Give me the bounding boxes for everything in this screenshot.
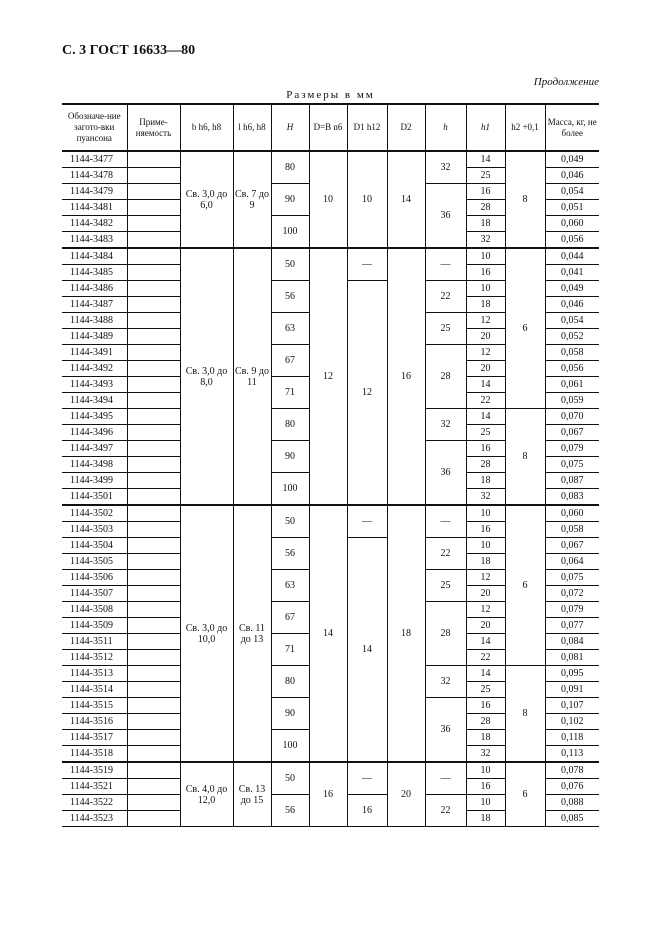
cell-db: 10 — [309, 151, 347, 248]
cell-h1: 28 — [466, 457, 505, 473]
blank-code: 1144-3511 — [62, 634, 127, 650]
applicability-cell — [127, 811, 180, 827]
cell-h: 63 — [271, 313, 309, 345]
cell-h: 32 — [425, 666, 466, 698]
cell-mass: 0,076 — [545, 779, 599, 795]
cell-mass: 0,052 — [545, 329, 599, 345]
cell-h1: 18 — [466, 473, 505, 489]
blank-code: 1144-3512 — [62, 650, 127, 666]
cell-h: — — [425, 248, 466, 281]
cell-mass: 0,113 — [545, 746, 599, 763]
cell-h: 22 — [425, 281, 466, 313]
dimensions-note: Размеры в мм — [286, 89, 375, 101]
cell-l: Св. 11 до 13 — [233, 505, 271, 762]
cell-l: Св. 9 до 11 — [233, 248, 271, 505]
cell-h1: 20 — [466, 618, 505, 634]
cell-h1: 14 — [466, 634, 505, 650]
cell-h1: 12 — [466, 345, 505, 361]
cell-h: 100 — [271, 473, 309, 506]
cell-d2: 14 — [387, 151, 425, 248]
blank-code: 1144-3518 — [62, 746, 127, 763]
cell-d2: 20 — [387, 762, 425, 827]
blank-code: 1144-3481 — [62, 200, 127, 216]
blank-code: 1144-3498 — [62, 457, 127, 473]
applicability-cell — [127, 762, 180, 779]
cell-h1: 32 — [466, 232, 505, 249]
cell-b: Св. 3,0 до 6,0 — [180, 151, 233, 248]
applicability-cell — [127, 714, 180, 730]
cell-h: 80 — [271, 409, 309, 441]
cell-h: 32 — [425, 151, 466, 184]
cell-b: Св. 4,0 до 12,0 — [180, 762, 233, 827]
column-header: h1 — [466, 104, 505, 151]
cell-mass: 0,059 — [545, 393, 599, 409]
cell-h: 90 — [271, 184, 309, 216]
applicability-cell — [127, 457, 180, 473]
cell-mass: 0,051 — [545, 200, 599, 216]
cell-mass: 0,056 — [545, 232, 599, 249]
cell-mass: 0,078 — [545, 762, 599, 779]
cell-h1: 18 — [466, 730, 505, 746]
cell-mass: 0,095 — [545, 666, 599, 682]
cell-h: 56 — [271, 795, 309, 827]
blank-code: 1144-3495 — [62, 409, 127, 425]
applicability-cell — [127, 265, 180, 281]
blank-code: 1144-3489 — [62, 329, 127, 345]
cell-mass: 0,049 — [545, 151, 599, 168]
cell-h1: 16 — [466, 441, 505, 457]
cell-h1: 14 — [466, 377, 505, 393]
blank-code: 1144-3492 — [62, 361, 127, 377]
cell-h1: 32 — [466, 746, 505, 763]
applicability-cell — [127, 329, 180, 345]
cell-h: 22 — [425, 538, 466, 570]
blank-code: 1144-3486 — [62, 281, 127, 297]
applicability-cell — [127, 634, 180, 650]
cell-mass: 0,081 — [545, 650, 599, 666]
cell-l: Св. 7 до 9 — [233, 151, 271, 248]
cell-h1: 10 — [466, 795, 505, 811]
cell-h1: 28 — [466, 714, 505, 730]
cell-h1: 25 — [466, 682, 505, 698]
cell-mass: 0,049 — [545, 281, 599, 297]
blank-code: 1144-3478 — [62, 168, 127, 184]
cell-h2: 6 — [505, 248, 545, 409]
applicability-cell — [127, 313, 180, 329]
cell-h1: 25 — [466, 168, 505, 184]
blank-code: 1144-3477 — [62, 151, 127, 168]
cell-h: 80 — [271, 666, 309, 698]
blank-code: 1144-3479 — [62, 184, 127, 200]
cell-h: 67 — [271, 602, 309, 634]
applicability-cell — [127, 297, 180, 313]
cell-d1: 16 — [347, 795, 387, 827]
blank-code: 1144-3514 — [62, 682, 127, 698]
blank-code: 1144-3501 — [62, 489, 127, 506]
blank-code: 1144-3507 — [62, 586, 127, 602]
cell-mass: 0,058 — [545, 345, 599, 361]
cell-h1: 14 — [466, 151, 505, 168]
cell-mass: 0,087 — [545, 473, 599, 489]
applicability-cell — [127, 682, 180, 698]
applicability-cell — [127, 522, 180, 538]
cell-mass: 0,107 — [545, 698, 599, 714]
applicability-cell — [127, 570, 180, 586]
cell-mass: 0,060 — [545, 505, 599, 522]
blank-code: 1144-3488 — [62, 313, 127, 329]
cell-mass: 0,046 — [545, 297, 599, 313]
applicability-cell — [127, 650, 180, 666]
applicability-cell — [127, 248, 180, 265]
cell-mass: 0,064 — [545, 554, 599, 570]
blank-code: 1144-3483 — [62, 232, 127, 249]
cell-mass: 0,060 — [545, 216, 599, 232]
blank-code: 1144-3485 — [62, 265, 127, 281]
blank-code: 1144-3517 — [62, 730, 127, 746]
cell-h2: 8 — [505, 666, 545, 763]
column-header: H — [271, 104, 309, 151]
column-header: Масса, кг, не более — [545, 104, 599, 151]
cell-db: 16 — [309, 762, 347, 827]
cell-mass: 0,054 — [545, 184, 599, 200]
blank-code: 1144-3497 — [62, 441, 127, 457]
column-header: h — [425, 104, 466, 151]
cell-mass: 0,084 — [545, 634, 599, 650]
table-row — [62, 762, 599, 779]
cell-h: 100 — [271, 216, 309, 249]
applicability-cell — [127, 779, 180, 795]
cell-h: 28 — [425, 602, 466, 666]
cell-d1: 14 — [347, 538, 387, 763]
cell-h1: 16 — [466, 779, 505, 795]
column-header: D1 h12 — [347, 104, 387, 151]
cell-h: 71 — [271, 634, 309, 666]
applicability-cell — [127, 538, 180, 554]
applicability-cell — [127, 184, 180, 200]
applicability-cell — [127, 281, 180, 297]
blank-code: 1144-3503 — [62, 522, 127, 538]
cell-h: 25 — [425, 570, 466, 602]
cell-h1: 10 — [466, 281, 505, 297]
cell-h: 50 — [271, 248, 309, 281]
blank-code: 1144-3493 — [62, 377, 127, 393]
page-header: С. 3 ГОСТ 16633—80 — [62, 43, 196, 58]
cell-mass: 0,058 — [545, 522, 599, 538]
column-header: l h6, h8 — [233, 104, 271, 151]
cell-h1: 16 — [466, 265, 505, 281]
cell-h1: 22 — [466, 650, 505, 666]
applicability-cell — [127, 473, 180, 489]
cell-h: 25 — [425, 313, 466, 345]
applicability-cell — [127, 489, 180, 506]
applicability-cell — [127, 232, 180, 249]
cell-mass: 0,085 — [545, 811, 599, 827]
cell-h: 32 — [425, 409, 466, 441]
applicability-cell — [127, 698, 180, 714]
cell-d1: — — [347, 762, 387, 795]
applicability-cell — [127, 554, 180, 570]
applicability-cell — [127, 602, 180, 618]
cell-mass: 0,091 — [545, 682, 599, 698]
cell-h1: 16 — [466, 522, 505, 538]
applicability-cell — [127, 393, 180, 409]
cell-mass: 0,056 — [545, 361, 599, 377]
cell-h: — — [425, 505, 466, 538]
cell-h1: 25 — [466, 425, 505, 441]
cell-b: Св. 3,0 до 8,0 — [180, 248, 233, 505]
applicability-cell — [127, 730, 180, 746]
cell-mass: 0,079 — [545, 602, 599, 618]
cell-d2: 16 — [387, 248, 425, 505]
blank-code: 1144-3505 — [62, 554, 127, 570]
cell-mass: 0,067 — [545, 425, 599, 441]
cell-h2: 6 — [505, 505, 545, 666]
column-header: Приме-няемость — [127, 104, 180, 151]
cell-h: 63 — [271, 570, 309, 602]
applicability-cell — [127, 168, 180, 184]
cell-mass: 0,072 — [545, 586, 599, 602]
cell-h: 50 — [271, 505, 309, 538]
blank-code: 1144-3513 — [62, 666, 127, 682]
cell-h2: 8 — [505, 409, 545, 506]
cell-h1: 18 — [466, 811, 505, 827]
cell-mass: 0,054 — [545, 313, 599, 329]
column-header: D=B n6 — [309, 104, 347, 151]
cell-h1: 20 — [466, 329, 505, 345]
cell-mass: 0,083 — [545, 489, 599, 506]
table-row — [62, 505, 599, 522]
cell-h: 71 — [271, 377, 309, 409]
applicability-cell — [127, 746, 180, 763]
applicability-cell — [127, 200, 180, 216]
cell-mass: 0,118 — [545, 730, 599, 746]
table-row — [62, 248, 599, 265]
cell-h1: 12 — [466, 313, 505, 329]
blank-code: 1144-3508 — [62, 602, 127, 618]
applicability-cell — [127, 377, 180, 393]
cell-l: Св. 13 до 15 — [233, 762, 271, 827]
cell-h1: 10 — [466, 248, 505, 265]
cell-h: 90 — [271, 441, 309, 473]
cell-h: 22 — [425, 795, 466, 827]
cell-h1: 10 — [466, 762, 505, 779]
blank-code: 1144-3523 — [62, 811, 127, 827]
cell-h: 56 — [271, 538, 309, 570]
blank-code: 1144-3509 — [62, 618, 127, 634]
column-header: D2 — [387, 104, 425, 151]
blank-code: 1144-3506 — [62, 570, 127, 586]
blank-code: 1144-3496 — [62, 425, 127, 441]
cell-h1: 18 — [466, 297, 505, 313]
cell-db: 14 — [309, 505, 347, 762]
cell-d2: 18 — [387, 505, 425, 762]
blank-code: 1144-3504 — [62, 538, 127, 554]
cell-d1: 10 — [347, 151, 387, 248]
cell-h1: 16 — [466, 698, 505, 714]
cell-h1: 14 — [466, 666, 505, 682]
blank-code: 1144-3502 — [62, 505, 127, 522]
applicability-cell — [127, 795, 180, 811]
cell-h: 36 — [425, 184, 466, 249]
cell-h1: 10 — [466, 505, 505, 522]
cell-h1: 14 — [466, 409, 505, 425]
blank-code: 1144-3522 — [62, 795, 127, 811]
blank-code: 1144-3499 — [62, 473, 127, 489]
applicability-cell — [127, 666, 180, 682]
cell-h: 90 — [271, 698, 309, 730]
cell-h: 80 — [271, 151, 309, 184]
blanks-table — [62, 103, 599, 827]
cell-h1: 12 — [466, 602, 505, 618]
cell-h1: 20 — [466, 586, 505, 602]
cell-mass: 0,044 — [545, 248, 599, 265]
cell-h: 28 — [425, 345, 466, 409]
cell-mass: 0,077 — [545, 618, 599, 634]
applicability-cell — [127, 151, 180, 168]
table-row — [62, 151, 599, 168]
blank-code: 1144-3516 — [62, 714, 127, 730]
blank-code: 1144-3494 — [62, 393, 127, 409]
cell-h1: 16 — [466, 184, 505, 200]
column-header: b h6, h8 — [180, 104, 233, 151]
blank-code: 1144-3491 — [62, 345, 127, 361]
cell-b: Св. 3,0 до 10,0 — [180, 505, 233, 762]
blank-code: 1144-3484 — [62, 248, 127, 265]
cell-h: 56 — [271, 281, 309, 313]
cell-h: 100 — [271, 730, 309, 763]
applicability-cell — [127, 505, 180, 522]
blank-code: 1144-3519 — [62, 762, 127, 779]
cell-mass: 0,102 — [545, 714, 599, 730]
applicability-cell — [127, 345, 180, 361]
cell-mass: 0,075 — [545, 570, 599, 586]
cell-h1: 12 — [466, 570, 505, 586]
cell-h1: 18 — [466, 216, 505, 232]
cell-mass: 0,067 — [545, 538, 599, 554]
cell-h: — — [425, 762, 466, 795]
cell-mass: 0,079 — [545, 441, 599, 457]
cell-d1: — — [347, 248, 387, 281]
cell-mass: 0,070 — [545, 409, 599, 425]
applicability-cell — [127, 409, 180, 425]
cell-db: 12 — [309, 248, 347, 505]
cell-h2: 6 — [505, 762, 545, 827]
applicability-cell — [127, 425, 180, 441]
cell-h1: 22 — [466, 393, 505, 409]
cell-h: 36 — [425, 698, 466, 763]
column-header: Обозначе-ние загото-вки пуансона — [62, 104, 127, 151]
cell-h: 67 — [271, 345, 309, 377]
blank-code: 1144-3521 — [62, 779, 127, 795]
applicability-cell — [127, 618, 180, 634]
applicability-cell — [127, 441, 180, 457]
applicability-cell — [127, 361, 180, 377]
cell-mass: 0,088 — [545, 795, 599, 811]
cell-d1: — — [347, 505, 387, 538]
cell-h: 50 — [271, 762, 309, 795]
cell-mass: 0,046 — [545, 168, 599, 184]
cell-mass: 0,041 — [545, 265, 599, 281]
cell-h1: 20 — [466, 361, 505, 377]
column-header: h2 +0,1 — [505, 104, 545, 151]
applicability-cell — [127, 586, 180, 602]
applicability-cell — [127, 216, 180, 232]
cell-h1: 28 — [466, 200, 505, 216]
blank-code: 1144-3482 — [62, 216, 127, 232]
continuation-label: Продолжение — [533, 76, 599, 88]
cell-mass: 0,061 — [545, 377, 599, 393]
cell-h1: 10 — [466, 538, 505, 554]
blank-code: 1144-3515 — [62, 698, 127, 714]
cell-h1: 18 — [466, 554, 505, 570]
cell-d1: 12 — [347, 281, 387, 506]
cell-h: 36 — [425, 441, 466, 506]
blank-code: 1144-3487 — [62, 297, 127, 313]
cell-h2: 8 — [505, 151, 545, 248]
cell-h1: 32 — [466, 489, 505, 506]
cell-mass: 0,075 — [545, 457, 599, 473]
